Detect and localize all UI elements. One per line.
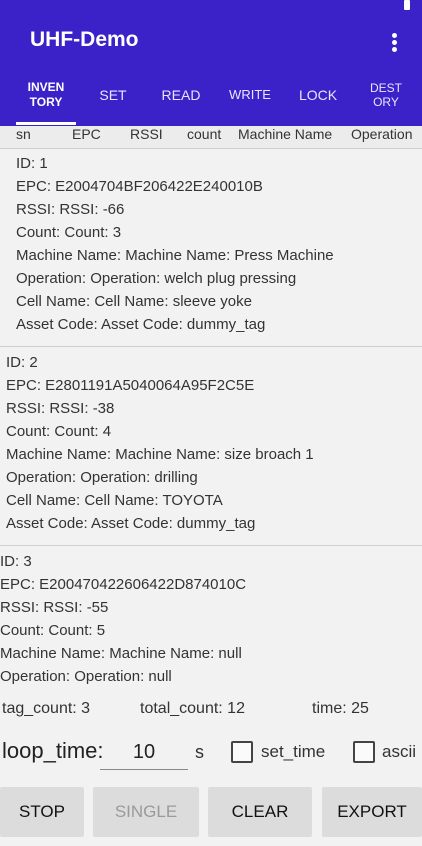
export-button[interactable]: EXPORT <box>322 787 422 837</box>
record-rssi: RSSI: RSSI: -66 <box>16 201 125 218</box>
overflow-menu-icon[interactable] <box>387 32 401 56</box>
battery-icon <box>404 0 410 10</box>
record-epc: EPC: E2801191A5040064A95F2C5E <box>6 377 255 394</box>
record-machine: Machine Name: Machine Name: null <box>0 645 242 662</box>
set-time-label: set_time <box>261 742 326 761</box>
loop-time-label: loop_time: <box>2 738 104 763</box>
tab-bar <box>0 66 422 126</box>
status-bar <box>0 0 422 14</box>
record-operation: Operation: Operation: drilling <box>6 469 198 486</box>
tag-count: tag_count: 3 <box>2 700 91 717</box>
loop-time-unit: s <box>195 742 204 762</box>
col-operation: Operation <box>351 126 413 142</box>
record-asset: Asset Code: Asset Code: dummy_tag <box>16 316 266 333</box>
record-cell: Cell Name: Cell Name: sleeve yoke <box>16 293 252 310</box>
total-count: total_count: 12 <box>140 700 245 717</box>
col-sn: sn <box>16 126 31 142</box>
record-count: Count: Count: 5 <box>0 622 106 639</box>
app-title: UHF-Demo <box>30 28 139 51</box>
elapsed-time: time: 25 <box>312 700 369 717</box>
record-machine: Machine Name: Machine Name: size broach 1 <box>6 446 314 463</box>
stop-button[interactable]: STOP <box>0 787 84 837</box>
record-cell: Cell Name: Cell Name: TOYOTA <box>6 492 223 509</box>
tab-write[interactable]: WRITE <box>229 87 271 102</box>
record-id: ID: 3 <box>0 553 32 570</box>
tab-lock[interactable]: LOCK <box>298 87 338 103</box>
record-epc: EPC: E2004704BF206422E240010B <box>16 178 263 195</box>
record-id: ID: 1 <box>16 155 48 172</box>
list-item[interactable] <box>0 546 422 698</box>
set-time-checkbox[interactable] <box>231 741 253 763</box>
record-operation: Operation: Operation: null <box>0 668 172 685</box>
loop-time-input[interactable]: 10 <box>100 737 188 770</box>
app-bar <box>0 14 422 66</box>
single-button[interactable]: SINGLE <box>93 787 199 837</box>
ascii-checkbox[interactable] <box>353 741 375 763</box>
list-item[interactable] <box>0 347 422 546</box>
record-count: Count: Count: 3 <box>16 224 122 241</box>
col-epc: EPC <box>72 126 101 142</box>
record-operation: Operation: Operation: welch plug pressing <box>16 270 297 287</box>
col-rssi: RSSI <box>130 126 163 142</box>
record-rssi: RSSI: RSSI: -55 <box>0 599 109 616</box>
ascii-label: ascii <box>382 742 417 761</box>
table-header <box>0 126 422 149</box>
record-epc: EPC: E200470422606422D874010C <box>0 576 247 593</box>
record-machine: Machine Name: Machine Name: Press Machine <box>16 247 334 264</box>
record-count: Count: Count: 4 <box>6 423 112 440</box>
tag-list[interactable] <box>0 148 422 728</box>
tab-indicator <box>16 122 76 125</box>
tab-read[interactable]: READ <box>161 87 201 103</box>
tab-inventory[interactable]: INVEN TORY <box>27 80 65 109</box>
record-id: ID: 2 <box>6 354 38 371</box>
col-machine-name: Machine Name <box>238 126 333 142</box>
record-rssi: RSSI: RSSI: -38 <box>6 400 115 417</box>
tab-destroy[interactable]: DEST ORY <box>369 81 402 109</box>
record-asset: Asset Code: Asset Code: dummy_tag <box>6 515 256 532</box>
list-item[interactable] <box>0 148 422 347</box>
col-count: count <box>187 126 222 142</box>
tab-set[interactable]: SET <box>99 87 127 103</box>
clear-button[interactable]: CLEAR <box>208 787 312 837</box>
